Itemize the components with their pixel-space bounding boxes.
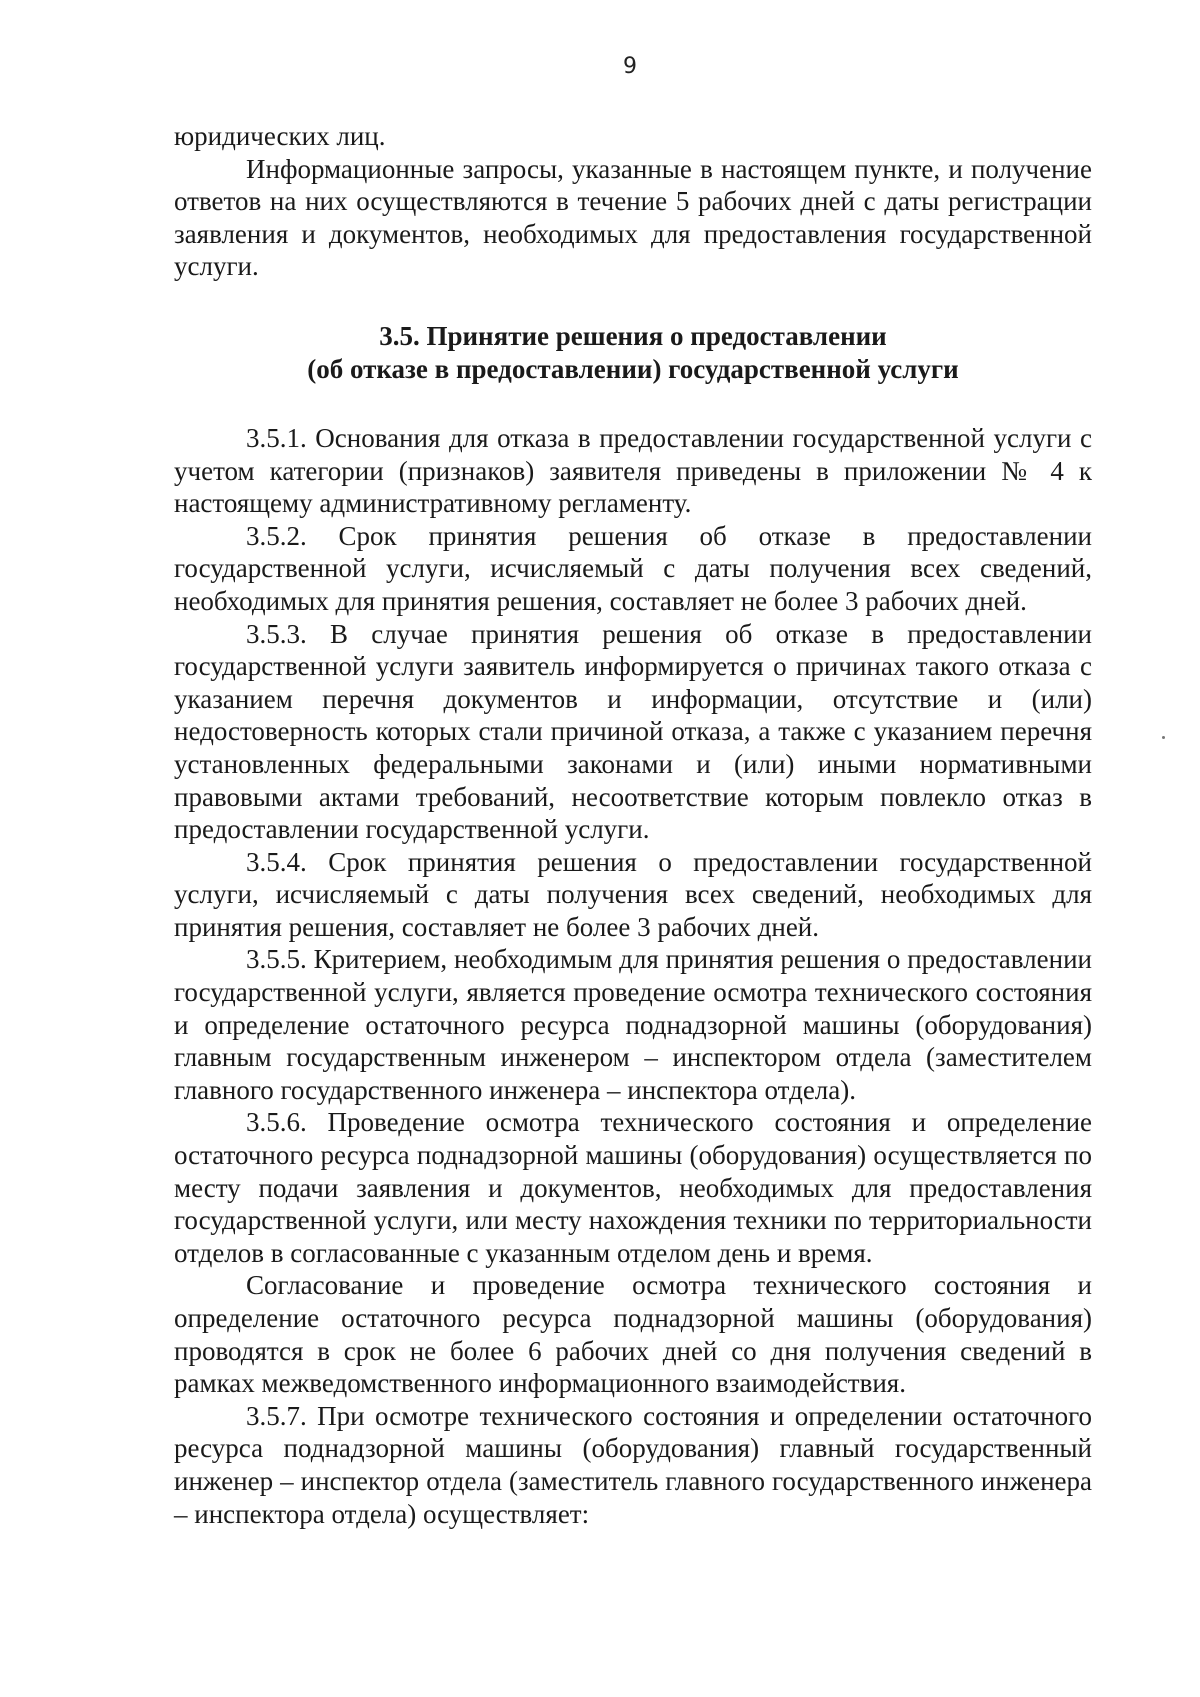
page-body — [174, 120, 1092, 1530]
scan-speck — [1162, 736, 1165, 739]
paragraph-3-5-4: 3.5.4. Срок принятия решения о предоставлении государственной услуги, исчисляемый с даты получения всех сведений, необходимых для принятия решения, составляет не более 3 рабочих дней. — [174, 846, 1092, 942]
paragraph-3-5-6-agreement: Согласование и проведение осмотра технического состояния и определение остаточного ресурса поднадзорной машины (оборудования) проводятся в срок не более 6 рабочих дней со дня получения сведений в рамках межведомственного информационного взаимодействия. — [174, 1270, 1092, 1399]
page-number: 9 — [623, 54, 637, 79]
section-heading — [174, 320, 1092, 386]
paragraph-3-5-7: 3.5.7. При осмотре технического состояния и определении остаточного ресурса поднадзорной машины (оборудования) главный государственный инженер – инспектор отдела (заместитель главного государственного инженера – инспектора отдела) осуществляет: — [174, 1400, 1092, 1529]
section-heading-line-1: 3.5. Принятие решения о предоставлении — [379, 320, 887, 351]
section-heading-line-2: (об отказе в предоставлении) государственной услуги — [307, 353, 959, 384]
paragraph-3-5-5: 3.5.5. Критерием, необходимым для принятия решения о предоставлении государственной услуги, является проведение осмотра технического состояния и определение остаточного ресурса поднадзорной машины (оборудования) главным государственным инженером – инспектором отдела (заместителем главного государственного инженера – инспектора отдела). — [174, 944, 1092, 1105]
paragraph-3-5-6: 3.5.6. Проведение осмотра технического состояния и определение остаточного ресурса поднадзорной машины (оборудования) осуществляется по месту подачи заявления и документов, необходимых для предоставления государственной услуги, или месту нахождения техники по территориальности отделов в согласованные с указанным отделом день и время. — [174, 1107, 1092, 1268]
paragraph-3-5-3: 3.5.3. В случае принятия решения об отказе в предоставлении государственной услуги заявитель информируется о причинах такого отказа с указанием перечня документов и информации, отсутствие и (или) недостоверность которых стали причиной отказа, а также с указанием перечня установленных федеральными законами и (или) иными нормативными правовыми актами требований, несоответствие которым повлекло отказ в предоставлении государственной услуги. — [174, 618, 1092, 845]
paragraph-3-5-1: 3.5.1. Основания для отказа в предоставлении государственной услуги с учетом категории (признаков) заявителя приведены в приложении № 4 к настоящему административному регламенту. — [174, 422, 1092, 519]
paragraph-3-5-2: 3.5.2. Срок принятия решения об отказе в предоставлении государственной услуги, исчисляемый с даты получения всех сведений, необходимых для принятия решения, составляет не более 3 рабочих дней. — [174, 520, 1092, 616]
paragraph-information-requests: Информационные запросы, указанные в настоящем пункте, и получение ответов на них осуществляются в течение 5 рабочих дней с даты регистрации заявления и документов, необходимых для предоставления государственной услуги. — [174, 153, 1092, 282]
paragraph-continuation: юридических лиц. — [174, 121, 386, 151]
